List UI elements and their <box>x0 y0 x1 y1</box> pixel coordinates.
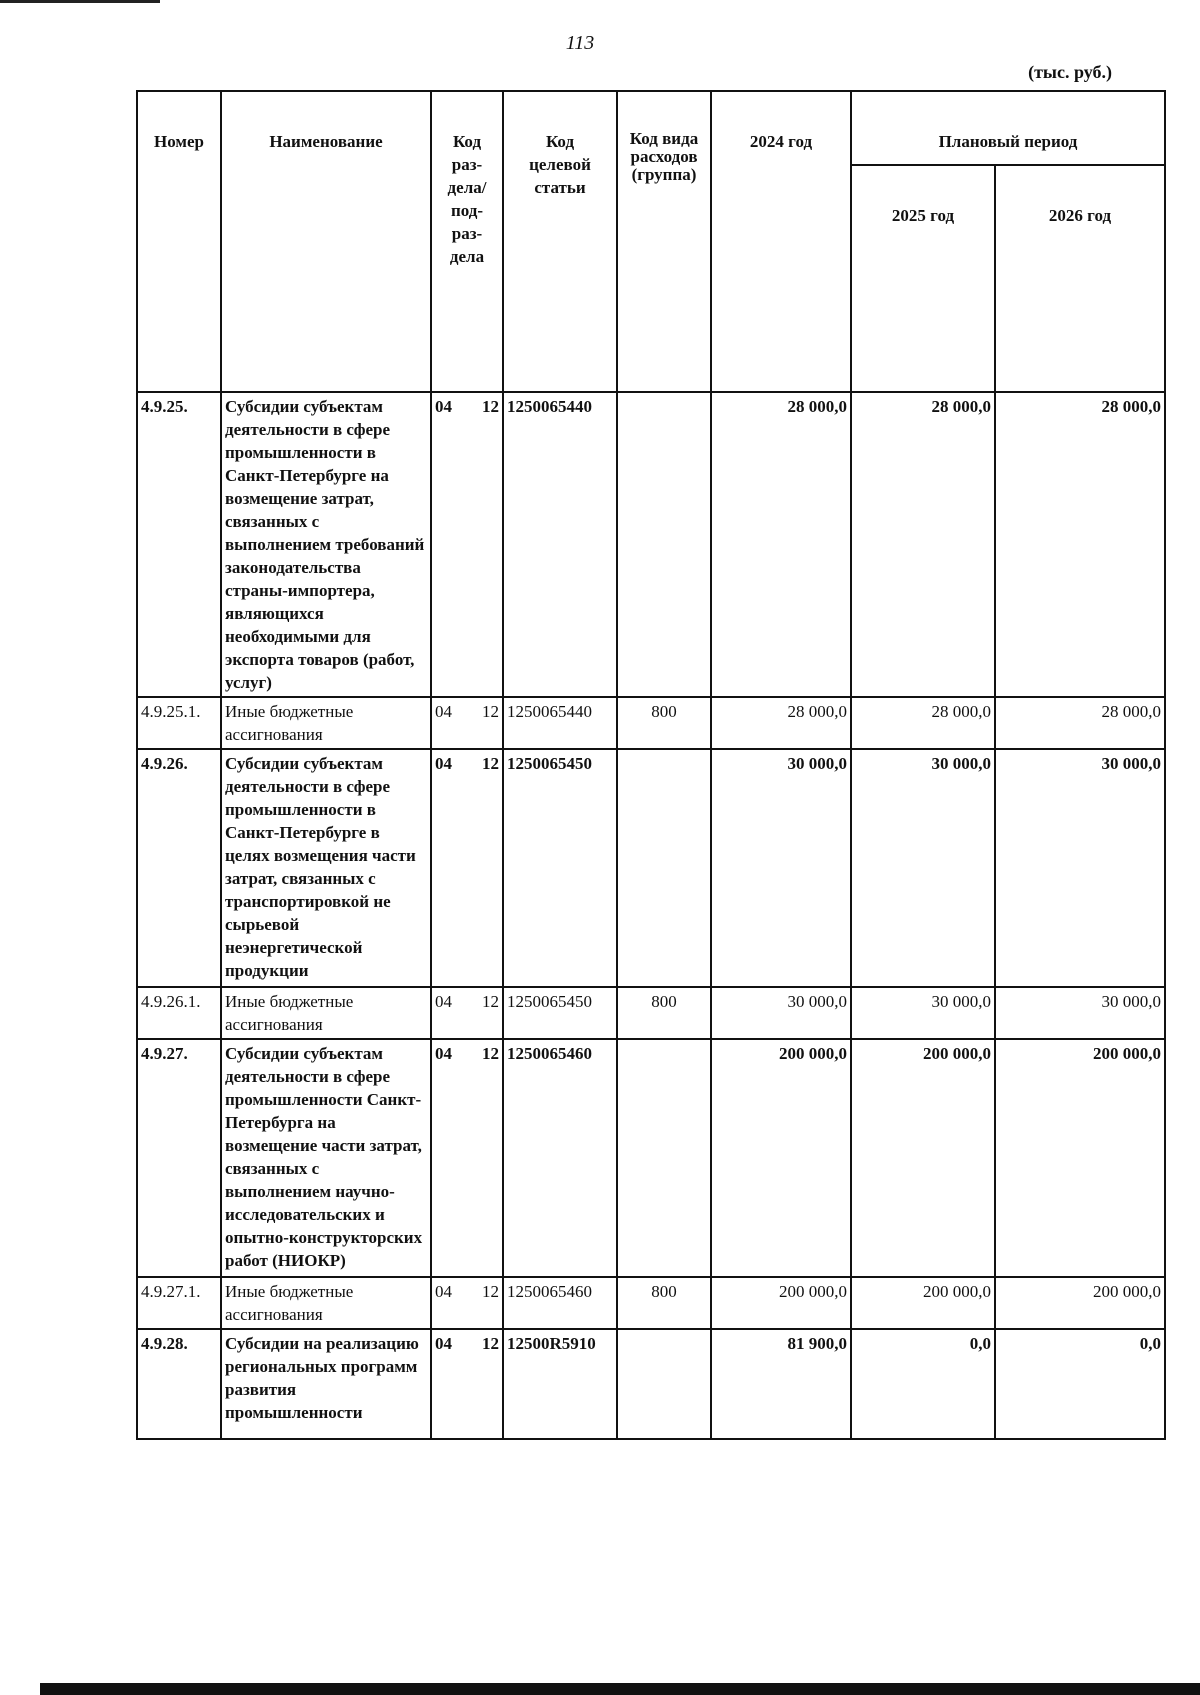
row-amount-2025: 200 000,0 <box>851 1039 995 1277</box>
section-code: 04 <box>435 702 452 721</box>
row-amount-2025: 200 000,0 <box>851 1277 995 1329</box>
section-line: раз- <box>451 155 483 174</box>
budget-table <box>136 90 1166 1440</box>
row-target-code: 1250065450 <box>503 987 617 1039</box>
table-body <box>137 392 1165 1439</box>
row-section-code <box>431 749 503 987</box>
row-section-code <box>431 392 503 697</box>
subsection-code: 12 <box>482 1282 499 1301</box>
table-row <box>137 1277 1165 1329</box>
row-amount-2024: 200 000,0 <box>711 1039 851 1277</box>
row-amount-2026: 200 000,0 <box>995 1277 1165 1329</box>
section-code: 04 <box>435 992 452 1011</box>
table-row <box>137 392 1165 697</box>
row-amount-2026: 0,0 <box>995 1329 1165 1439</box>
col-header-target <box>503 91 617 392</box>
row-name: Иные бюджетные ассигнования <box>221 697 431 749</box>
section-code-pair <box>435 1042 499 1065</box>
col-header-2025: 2025 год <box>851 165 995 392</box>
row-amount-2025: 28 000,0 <box>851 697 995 749</box>
section-line: под- <box>450 201 484 220</box>
row-target-code: 1250065460 <box>503 1039 617 1277</box>
row-kvr-code <box>617 1329 711 1439</box>
row-kvr-code <box>617 749 711 987</box>
subsection-code: 12 <box>482 397 499 416</box>
row-amount-2024: 81 900,0 <box>711 1329 851 1439</box>
col-header-kvr <box>617 91 711 392</box>
table-row <box>137 749 1165 987</box>
row-amount-2026: 30 000,0 <box>995 987 1165 1039</box>
row-amount-2026: 28 000,0 <box>995 392 1165 697</box>
row-name: Иные бюджетные ассигнования <box>221 1277 431 1329</box>
kvr-line: (группа) <box>631 165 697 184</box>
table-row <box>137 1039 1165 1277</box>
scan-edge-bar <box>40 1683 1200 1695</box>
col-header-section <box>431 91 503 392</box>
row-amount-2024: 30 000,0 <box>711 987 851 1039</box>
row-name: Субсидии на реализацию региональных программ развития промышленности <box>221 1329 431 1439</box>
row-amount-2024: 200 000,0 <box>711 1277 851 1329</box>
row-name: Иные бюджетные ассигнования <box>221 987 431 1039</box>
section-code: 04 <box>435 397 452 416</box>
kvr-line: расходов <box>630 147 698 166</box>
row-section-code <box>431 697 503 749</box>
subsection-code: 12 <box>482 754 499 773</box>
col-header-plan-period: Плановый период <box>851 91 1165 165</box>
table-row <box>137 1329 1165 1439</box>
section-line: дела/ <box>447 178 487 197</box>
row-amount-2025: 28 000,0 <box>851 392 995 697</box>
row-amount-2025: 0,0 <box>851 1329 995 1439</box>
row-number: 4.9.27.1. <box>137 1277 221 1329</box>
row-target-code: 1250065440 <box>503 392 617 697</box>
row-name: Субсидии субъектам деятельности в сфере промышленности Санкт-Петербурга на возмещение части затрат, связанных с выполнением научно-исследовательских и опытно-конструкторских работ (НИОКР) <box>221 1039 431 1277</box>
row-number: 4.9.25. <box>137 392 221 697</box>
row-kvr-code: 800 <box>617 697 711 749</box>
row-target-code: 1250065440 <box>503 697 617 749</box>
col-header-2026: 2026 год <box>995 165 1165 392</box>
row-kvr-code <box>617 392 711 697</box>
section-code: 04 <box>435 754 452 773</box>
col-header-number: Номер <box>137 91 221 392</box>
table-row <box>137 987 1165 1039</box>
col-header-2024: 2024 год <box>711 91 851 392</box>
row-amount-2025: 30 000,0 <box>851 749 995 987</box>
subsection-code: 12 <box>482 1334 499 1353</box>
kvr-line: Код вида <box>629 129 699 148</box>
row-number: 4.9.26. <box>137 749 221 987</box>
subsection-code: 12 <box>482 992 499 1011</box>
col-header-name: Наименование <box>221 91 431 392</box>
target-line: Код <box>545 132 575 151</box>
section-code-pair <box>435 752 499 775</box>
page-number: 113 <box>565 32 595 54</box>
section-line: Код <box>452 132 482 151</box>
row-section-code <box>431 1329 503 1439</box>
row-name: Субсидии субъектам деятельности в сфере промышленности в Санкт-Петербурге на возмещение затрат, связанных с выполнением требований законодательства страны-импортера, являющихся необходимыми для экспорта товаров (работ, услуг) <box>221 392 431 697</box>
row-target-code: 1250065460 <box>503 1277 617 1329</box>
row-kvr-code: 800 <box>617 987 711 1039</box>
top-rule <box>0 0 160 3</box>
section-line: дела <box>449 247 485 266</box>
subsection-code: 12 <box>482 702 499 721</box>
row-amount-2024: 30 000,0 <box>711 749 851 987</box>
target-line: статьи <box>534 178 586 197</box>
header-row <box>137 91 1165 165</box>
row-kvr-code: 800 <box>617 1277 711 1329</box>
row-target-code: 12500R5910 <box>503 1329 617 1439</box>
subsection-code: 12 <box>482 1044 499 1063</box>
section-code-pair <box>435 1332 499 1355</box>
row-name: Субсидии субъектам деятельности в сфере промышленности в Санкт-Петербурге в целях возмещения части затрат, связанных с транспортировкой не сырьевой неэнергетической продукции <box>221 749 431 987</box>
table-row <box>137 697 1165 749</box>
row-number: 4.9.26.1. <box>137 987 221 1039</box>
row-kvr-code <box>617 1039 711 1277</box>
row-section-code <box>431 1277 503 1329</box>
row-amount-2026: 28 000,0 <box>995 697 1165 749</box>
row-amount-2024: 28 000,0 <box>711 392 851 697</box>
section-code-pair <box>435 700 499 723</box>
row-amount-2024: 28 000,0 <box>711 697 851 749</box>
units-label: (тыс. руб.) <box>1028 62 1112 82</box>
section-line: раз- <box>451 224 483 243</box>
row-number: 4.9.27. <box>137 1039 221 1277</box>
row-amount-2026: 200 000,0 <box>995 1039 1165 1277</box>
section-code-pair <box>435 395 499 418</box>
section-code: 04 <box>435 1282 452 1301</box>
row-amount-2026: 30 000,0 <box>995 749 1165 987</box>
section-code-pair <box>435 1280 499 1303</box>
target-line: целевой <box>529 155 591 174</box>
section-code: 04 <box>435 1334 452 1353</box>
section-code-pair <box>435 990 499 1013</box>
row-target-code: 1250065450 <box>503 749 617 987</box>
row-number: 4.9.28. <box>137 1329 221 1439</box>
row-section-code <box>431 987 503 1039</box>
row-amount-2025: 30 000,0 <box>851 987 995 1039</box>
section-code: 04 <box>435 1044 452 1063</box>
row-section-code <box>431 1039 503 1277</box>
row-number: 4.9.25.1. <box>137 697 221 749</box>
